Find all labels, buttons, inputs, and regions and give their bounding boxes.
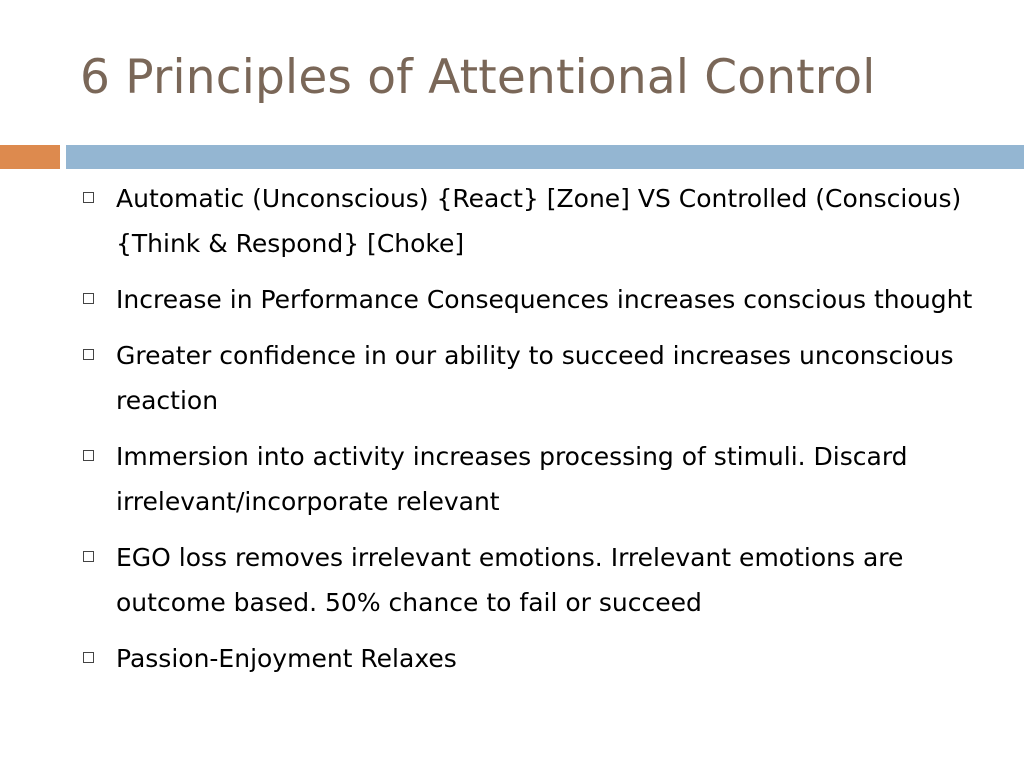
hollow-square-icon [83, 349, 94, 360]
bullet-text: Increase in Performance Consequences increases conscious thought [116, 285, 973, 314]
bullet-text: Automatic (Unconscious) {React} [Zone] VS Controlled (Conscious) {Think & Respond} [Choke] [116, 184, 962, 258]
bullet-text: Immersion into activity increases processing of stimuli. Discard irrelevant/incorporate relevant [116, 442, 908, 516]
accent-bar-blue [66, 145, 1024, 169]
hollow-square-icon [83, 551, 94, 562]
hollow-square-icon [83, 652, 94, 663]
hollow-square-icon [83, 293, 94, 304]
hollow-square-icon [83, 192, 94, 203]
list-item [80, 636, 980, 681]
list-item [80, 434, 980, 524]
list-item [80, 176, 980, 266]
bullet-text: Greater confidence in our ability to succeed increases unconscious reaction [116, 341, 954, 415]
slide-title: 6 Principles of Attentional Control [80, 50, 876, 105]
accent-bar-orange [0, 145, 60, 169]
bullet-list [80, 176, 980, 692]
list-item [80, 277, 980, 322]
list-item [80, 535, 980, 625]
list-item [80, 333, 980, 423]
bullet-text: Passion-Enjoyment Relaxes [116, 644, 457, 673]
hollow-square-icon [83, 450, 94, 461]
bullet-text: EGO loss removes irrelevant emotions. Irrelevant emotions are outcome based. 50% chance to fail or succeed [116, 543, 904, 617]
